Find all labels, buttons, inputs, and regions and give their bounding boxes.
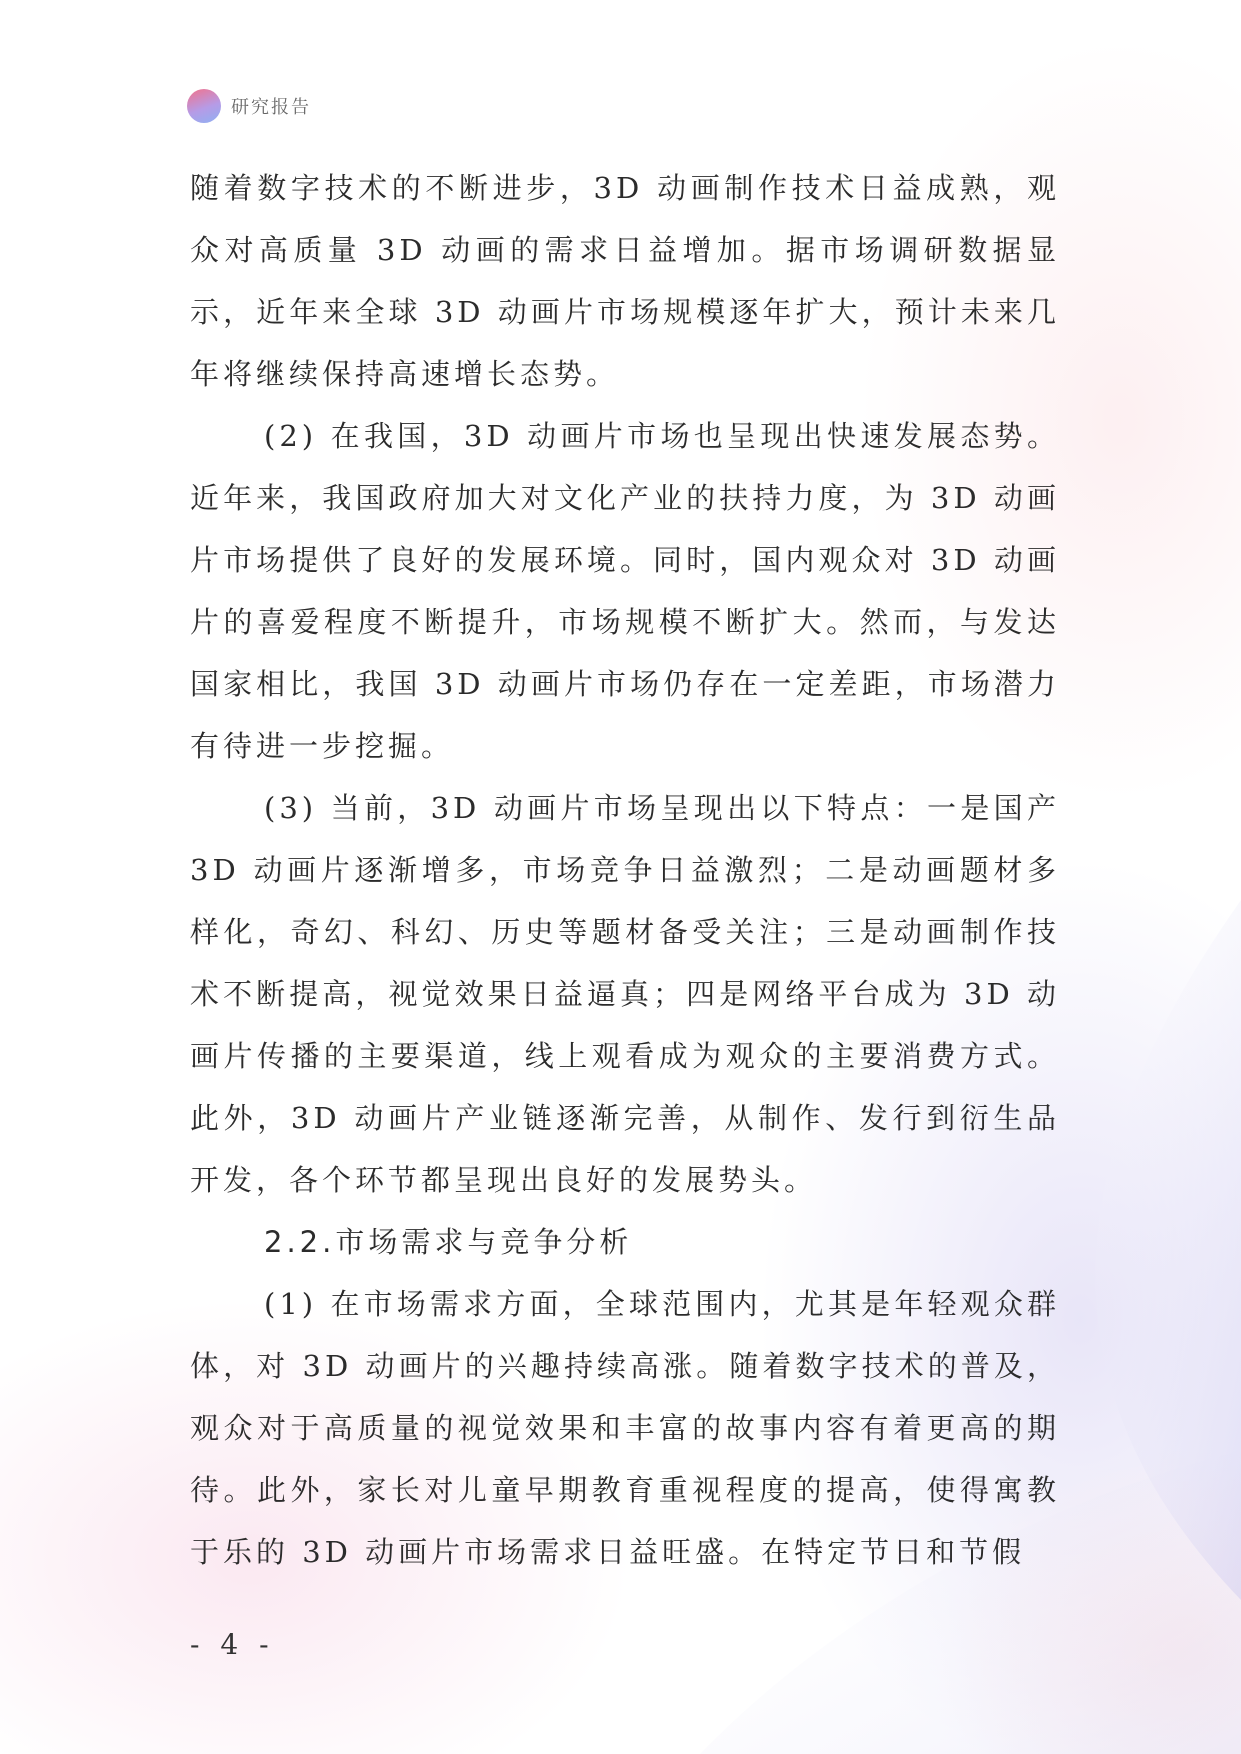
document-body (190, 157, 1060, 1583)
logo-icon (187, 89, 221, 123)
paragraph-4: (1) 在市场需求方面，全球范围内，尤其是年轻观众群体，对 3D 动画片的兴趣持续高涨。随着数字技术的普及，观众对于高质量的视觉效果和丰富的故事内容有着更高的期待。此外，家长对儿童早期教育重视程度的提高，使得寓教于乐的 3D 动画片市场需求日益旺盛。在特定节日和节假 (190, 1287, 1060, 1569)
page-number: - 4 - (190, 1628, 275, 1661)
header-title: 研究报告 (231, 97, 311, 118)
paragraph-3: (3) 当前，3D 动画片市场呈现出以下特点：一是国产 3D 动画片逐渐增多，市场竞争日益激烈；二是动画题材多样化，奇幻、科幻、历史等题材备受关注；三是动画制作技术不断提高，视觉效果日益逼真；四是网络平台成为 3D 动画片传播的主要渠道，线上观看成为观众的主要消费方式。此外，3D 动画片产业链逐渐完善，从制作、发行到衍生品开发，各个环节都呈现出良好的发展势头。 (190, 791, 1060, 1197)
paragraph-1: 随着数字技术的不断进步，3D 动画制作技术日益成熟，观众对高质量 3D 动画的需求日益增加。据市场调研数据显示，近年来全球 3D 动画片市场规模逐年扩大，预计未来几年将继续保持高速增长态势。 (190, 171, 1060, 391)
paragraph-2: (2) 在我国，3D 动画片市场也呈现出快速发展态势。近年来，我国政府加大对文化产业的扶持力度，为 3D 动画片市场提供了良好的发展环境。同时，国内观众对 3D 动画片的喜爱程度不断提升，市场规模不断扩大。然而，与发达国家相比，我国 3D 动画片市场仍存在一定差距，市场潜力有待进一步挖掘。 (190, 419, 1060, 763)
page-header (187, 88, 311, 124)
section-heading: 2.2.市场需求与竞争分析 (264, 1225, 633, 1259)
